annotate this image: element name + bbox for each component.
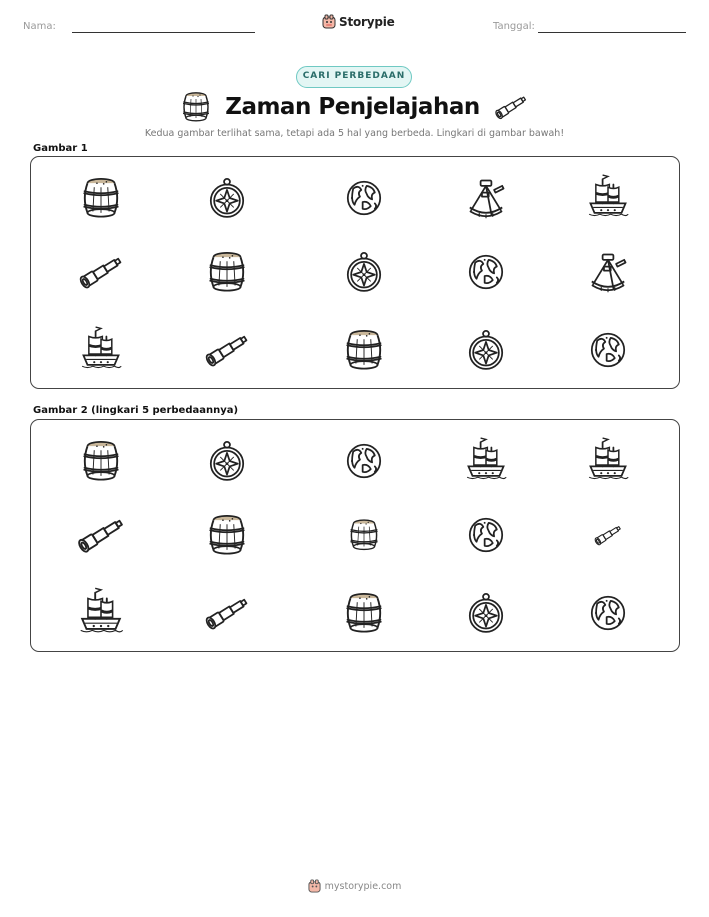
telescope-icon[interactable]: [77, 517, 124, 553]
compass-icon[interactable]: [470, 594, 502, 632]
title-row: [0, 92, 709, 122]
globe-icon: [470, 256, 502, 288]
barrel-icon: [347, 331, 380, 369]
compass-icon: [470, 331, 502, 369]
footer: [0, 879, 709, 893]
picture1-panel: [30, 156, 680, 389]
storypie-mascot-icon: [308, 879, 321, 893]
brand-logo: [322, 14, 395, 29]
instructions: Kedua gambar terlihat sama, tetapi ada 5 hal yang berbeda. Lingkari di gambar bawah!: [144, 128, 565, 139]
barrel-icon[interactable]: [84, 442, 117, 480]
sextant-icon: [470, 180, 504, 218]
picture1-grid: [31, 157, 681, 390]
ship-icon[interactable]: [81, 588, 123, 632]
name-field[interactable]: [72, 32, 255, 33]
telescope-icon: [494, 92, 528, 122]
picture2-grid: [31, 420, 681, 653]
name-label: Nama:: [23, 21, 56, 32]
barrel-icon[interactable]: [351, 520, 377, 549]
globe-icon[interactable]: [592, 597, 624, 629]
ship-icon: [589, 175, 628, 216]
date-field[interactable]: [538, 32, 686, 33]
activity-badge: CARI PERBEDAAN: [296, 66, 412, 88]
picture1-label: Gambar 1: [33, 143, 88, 154]
compass-icon: [211, 179, 243, 217]
picture2-panel[interactable]: [30, 419, 680, 652]
telescope-icon: [205, 333, 249, 367]
footer-url[interactable]: mystorypie.com: [324, 880, 402, 892]
date-label: Tanggal:: [493, 21, 535, 32]
globe-icon: [348, 182, 380, 214]
telescope-icon[interactable]: [594, 525, 621, 546]
barrel-icon: [210, 253, 243, 291]
telescope-icon: [79, 255, 123, 289]
globe-icon: [592, 334, 624, 366]
storypie-mascot-icon: [322, 14, 336, 29]
ship-icon[interactable]: [467, 438, 506, 479]
compass-icon: [348, 253, 380, 291]
barrel-icon: [181, 92, 211, 122]
picture2-label: Gambar 2 (lingkari 5 perbedaannya): [33, 405, 239, 416]
sextant-icon: [592, 254, 626, 292]
compass-icon[interactable]: [211, 442, 243, 480]
globe-icon[interactable]: [470, 519, 502, 551]
barrel-icon[interactable]: [210, 516, 243, 554]
globe-icon[interactable]: [348, 445, 380, 477]
barrel-icon: [84, 179, 117, 217]
page-title: Zaman Penjelajahan: [225, 94, 480, 120]
telescope-icon[interactable]: [205, 596, 249, 630]
barrel-icon[interactable]: [347, 594, 380, 632]
brand-name: Storypie: [339, 14, 395, 29]
ship-icon: [82, 327, 121, 368]
ship-icon[interactable]: [589, 438, 628, 479]
